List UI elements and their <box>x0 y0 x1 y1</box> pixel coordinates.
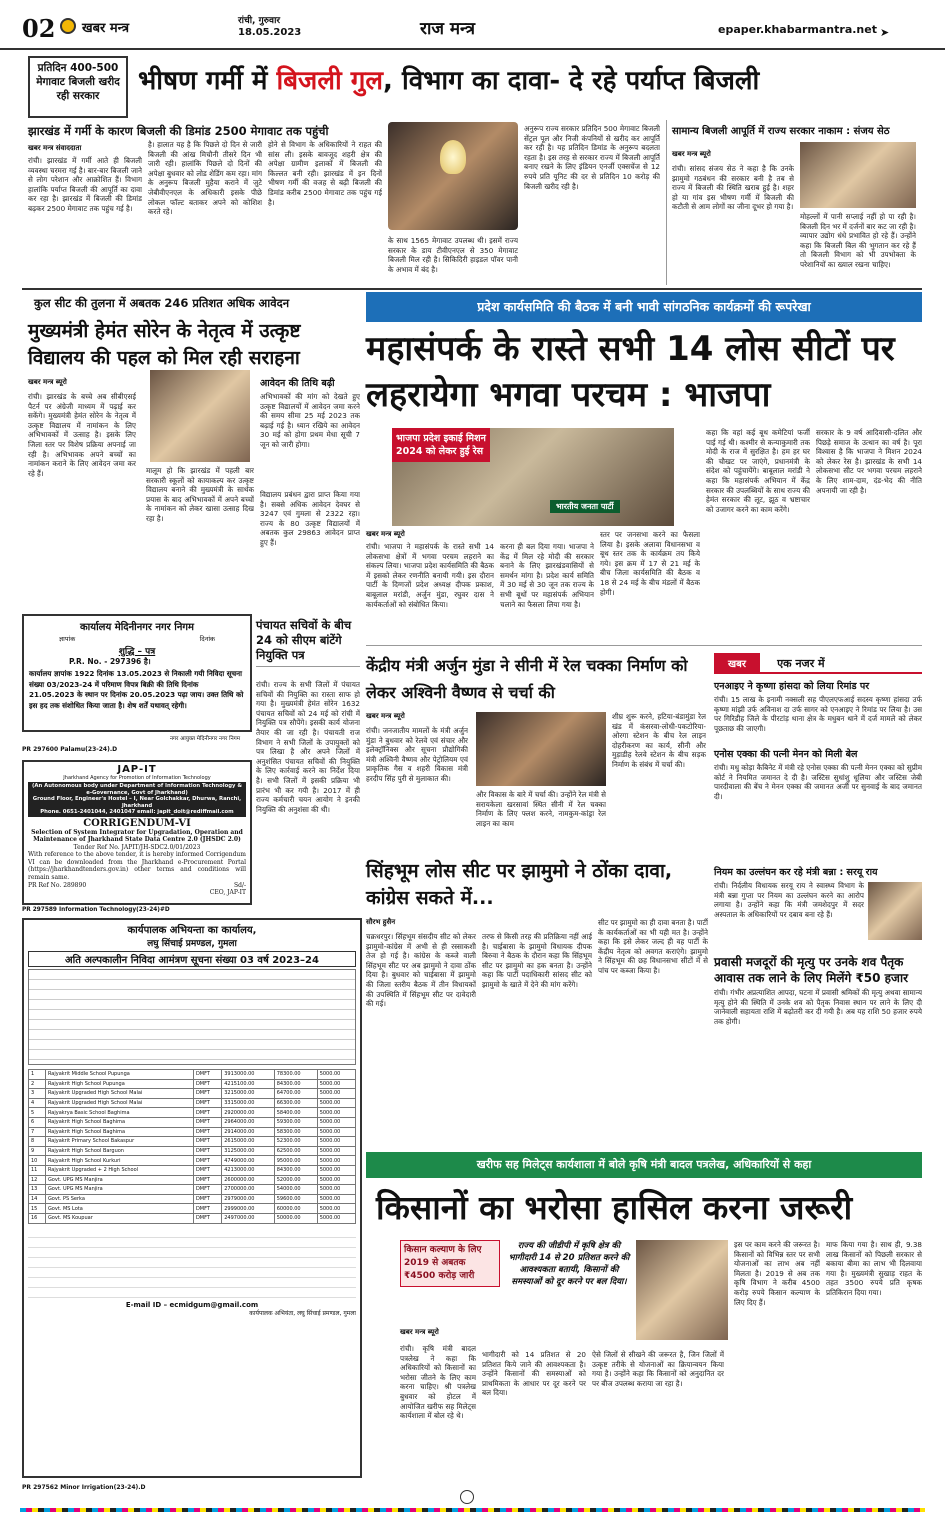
tender-sign: कार्यपालक अभियंता, लघु सिंचाई प्रमण्डल, गुमला <box>249 1309 356 1317</box>
table-cell: 4213000.00 <box>222 1165 274 1175</box>
table-cell: Govt. PS Serka <box>45 1194 193 1204</box>
tender-terms <box>28 1228 356 1298</box>
bjp-col5: सरकार के 9 वर्ष आदिवासी-दलित और पिछड़े समाज के उत्थान का वर्ष है। पूरा विश्वास है कि भाजपा ने मिशन 2024 को लेकर रेस है। झारखंड के सभी 14 लोकसभा सीट पर भगवा परचम लहराने के लिए शाम-दाम, दंड-भेद की नीति अपनायी जा रही है। <box>816 428 922 495</box>
table-cell: 3315000.00 <box>222 1098 274 1108</box>
table-cell: 66300.00 <box>274 1098 317 1108</box>
lead-headline-part1: भीषण गर्मी में <box>138 66 277 96</box>
ek-nazar-tag: खबर <box>714 653 760 673</box>
lead-headline-part2: , विभाग का दावा- दे रहे पर्याप्त बिजली <box>383 66 760 96</box>
japit-pr-footer: PR 297589 Information Technology(23-24)#D <box>22 907 170 913</box>
notice-medininagar <box>22 614 252 732</box>
table-cell: 84300.00 <box>274 1079 317 1089</box>
bjp-photo-tag: भाजपा प्रदेश इकाई मिशन 2024 को लेकर हुई रेस <box>392 428 490 462</box>
table-row <box>29 1185 356 1195</box>
cursor-icon: ➤ <box>880 26 890 39</box>
lead-byline: खबर मन्त्र संवाददाता <box>28 144 82 152</box>
krishi-photo <box>636 1240 728 1340</box>
krishi-quote: राज्य की जीडीपी में कृषि क्षेत्र की भागीदारी 14 से 20 प्रतिशत करने की आवश्यकता बतायी, किसानों की समस्याओं को दूर करने पर बल दिया। <box>508 1241 630 1287</box>
table-cell: 5000.00 <box>317 1108 355 1118</box>
table-row <box>29 1165 356 1175</box>
table-row <box>29 1175 356 1185</box>
seth-body: रांची। सांसद संजय सेठ ने कहा है कि उनके झामुमो गठबंधन की सरकार बनी है तब से राज्य में बिजली की स्थिति खराब हुई है। शहर हो या गांव इस भीषण गर्मी में बिजली की कटौती से आम लोगों का जीना दूभर हो गया है। <box>672 164 794 212</box>
bjp-col2: करना ही बल दिया गया। भाजपा ने केंद्र में मिल रहे मोदी की सरकार बनाने के लिए झारखंडवासियों से समर्थन मांगा है। प्रदेश कार्य समिति में 30 मई से 30 जून तक राज्य के सभी बूथों पर महासंपर्क अभियान चलाने का फैसला लिया गया है। <box>500 542 594 609</box>
cm-headline: मुख्यमंत्री हेमंत सोरेन के नेतृत्व में उत्कृष्ट विद्यालय की पहल को मिल रही सराहना <box>28 320 301 369</box>
table-row <box>29 1156 356 1166</box>
lead-col3: होने से विभाग के अधिकारियों ने राहत की सांस ली। इसके बावजूद शहरी क्षेत्र की अपेक्षा ग्रामीण इलाकों में बिजली की किल्लत बनी रही। झारखंड में इन दिनों भीषण गर्मी की वजह से बढ़ी बिजली की डिमांड करीब 2500 मेगावाट तक पहुंच गई है। <box>268 140 382 207</box>
tender-dept: लघु सिंचाई प्रमण्डल, गुमला <box>147 939 237 949</box>
krishi-headline: किसानों का भरोसा हासिल करना जरूरी <box>376 1188 853 1227</box>
table-cell: 4 <box>29 1098 46 1108</box>
nazar-item-body: रांची। 15 लाख के इनामी नक्सली सह पीएलएफआई सदस्य कृष्णा हांसदा उर्फ कृष्णा मांझी उर्फ अविनाश दा उर्फ सागर को एनआइए ने रिमांड पर लिया है। उस पर गिरिडीह जिले के पीरटांड़ थाना क्षेत्र के मधुबन थाने में दर्ज मामले को लेकर पूछताछ की जाएगी। <box>714 695 922 733</box>
table-cell: Rajyakrit High School Baghima <box>45 1117 193 1127</box>
table-cell: 95000.00 <box>274 1156 317 1166</box>
table-cell: Rajyakrit Upgraded High School Malai <box>45 1089 193 1099</box>
tender-notice <box>22 918 362 1478</box>
nazar-item-head: एनोस एक्का की पत्नी मेनन को मिली बेल <box>714 749 858 760</box>
table-cell: 7 <box>29 1127 46 1137</box>
table-cell: 10 <box>29 1156 46 1166</box>
table-cell: 11 <box>29 1165 46 1175</box>
table-cell: 59300.00 <box>274 1117 317 1127</box>
bjp-banner: प्रदेश कार्यसमिति की बैठक में बनी भावी सांगठनिक कार्यक्रमों की रूपरेखा <box>366 292 922 322</box>
table-cell: DMFT <box>193 1204 221 1214</box>
divider <box>22 288 922 290</box>
japit-address: Ground Floor, Engineer's Hostel – I, Near Golchakkar, Dhurwa, Ranchi, Jharkhand <box>32 796 242 809</box>
table-cell: 5000.00 <box>317 1194 355 1204</box>
lead-headline-red: बिजली गुल <box>276 66 384 96</box>
table-cell: 4749000.00 <box>222 1156 274 1166</box>
table-row <box>29 1117 356 1127</box>
nazar-item-4 <box>714 954 922 1094</box>
tender-email[interactable]: E-mail ID – ecmidgum@gmail.com <box>125 1300 259 1309</box>
krishi-box1: किसान कल्याण के लिए 2019 से अबतक ₹4500 करोड़ जारी <box>400 1240 500 1287</box>
japit-logo: JAP-IT <box>117 764 157 775</box>
table-row <box>29 1194 356 1204</box>
table-cell: Rajyakrit High School Pupunga <box>45 1079 193 1089</box>
table-row <box>29 1079 356 1089</box>
table-cell: 5000.00 <box>317 1079 355 1089</box>
table-cell: DMFT <box>193 1108 221 1118</box>
table-cell: Rajyakrit Primary School Bakaspur <box>45 1137 193 1147</box>
seth-headline: सामान्य बिजली आपूर्ति में राज्य सरकार नाकाम : संजय सेठ <box>672 126 890 137</box>
bjp-headline: महासंपर्क के रास्ते सभी 14 लोस सीटों पर लहरायेगा भगवा परचम : भाजपा <box>366 329 895 415</box>
japit-title: CORRIGENDUM-VI <box>83 817 191 829</box>
singhbhum-col1: चक्रधरपुर। सिंहभूम संसदीय सीट को लेकर झामुमो-कांग्रेस में अभी से ही रस्साकशी तेज हो गई है। कांग्रेस के कब्जे वाली सिंहभूम सीट पर अब झामुमो ने दावा ठोंक दिया है। बुधवार को चाईबासा में झामुमो की जिला स्तरीय बैठक में तीन विधायकों की उपस्थिति में सिंहभूम सीट पर दावेदारी की गई। <box>366 932 476 1009</box>
page-number: 02 <box>22 14 56 43</box>
japit-org-sub: (An Autonomous body under Department of Information Technology & e-Governance, Govt of Jharkhand) <box>32 783 242 796</box>
masthead <box>0 0 945 50</box>
divider <box>666 120 667 285</box>
table-cell: 78300.00 <box>274 1070 317 1080</box>
color-bar <box>20 1508 925 1512</box>
cm-byline: खबर मन्त्र ब्यूरो <box>28 378 67 386</box>
table-cell: 54000.00 <box>274 1185 317 1195</box>
singhbhum-byline: सौरभ हुसैन <box>366 918 396 926</box>
table-row <box>29 1146 356 1156</box>
krishi-byline: खबर मन्त्र ब्यूरो <box>400 1328 439 1336</box>
japit-sign-row <box>28 882 246 889</box>
cm-photo <box>150 370 250 462</box>
table-cell: 52000.00 <box>274 1175 317 1185</box>
krishi-col2: भागीदारी को 14 प्रतिशत से 20 प्रतिशत किये जाने की आवश्यकता है। उन्होंने किसानों की समस्याओं को प्राथमिकता के आधार पर दूर करने पर बल दिया। <box>482 1350 586 1398</box>
table-cell: 2999000.00 <box>222 1204 274 1214</box>
krishi-banner: खरीफ सह मिलेट्स कार्यशाला में बोले कृषि मंत्री बादल पत्रलेख, अधिकारियों से कहा <box>366 1152 922 1178</box>
notice-signature: नगर आयुक्त मेदिनीनगर नगर निगम <box>169 736 241 742</box>
table-cell: 2497000.00 <box>222 1213 274 1223</box>
table-cell: DMFT <box>193 1117 221 1127</box>
table-cell: 5000.00 <box>317 1070 355 1080</box>
bjp-col3: स्तर पर जनसभा करने का फैसला लिया है। इसके अलावा विधानसभा व बूथ स्तर तक के कार्यक्रम तय किये गये। इस क्रम में 17 से 21 मई के बीच जिला कार्यसमिति की बैठक व 18 से 24 मई के बीच मंडलों में बैठक होगी। <box>600 530 700 597</box>
tender-title: अति अल्पकालीन निविदा आमंत्रण सूचना संख्या 03 वर्ष 2023–24 <box>28 951 356 967</box>
table-cell: 2964000.00 <box>222 1117 274 1127</box>
cm-stats: विद्यालय प्रबंधन द्वारा प्राप्त किया गया है। सबसे अधिक आवेदन देवघर से 3247 एवं गुमला से 2322 रहा। राज्य के 80 उत्कृष्ट विद्यालयों में अबतक कुल 29863 आवेदन प्राप्त हुए हैं। <box>260 490 360 547</box>
nazar-item-head: नियम का उल्लंघन कर रहे मंत्री बन्ना : सरयू राय <box>714 867 878 878</box>
nazar-item-head: एनआइए ने कृष्णा हांसदा को लिया रिमांड पर <box>714 681 870 692</box>
panchayat-headline: पंचायत सचिवों के बीच 24 को सीएम बांटेंगे नियुक्ति पत्र <box>256 618 360 667</box>
notice-date-label: दिनांक <box>199 635 215 643</box>
nazar-item-body: रांची। गंभीर अप्रत्याशित आपदा, घटना में प्रवासी श्रमिकों की मृत्यु अथवा सामान्य मृत्यु होने की स्थिति में उनके शव को पैतृक निवास स्थान पर लाने के लिए दी जानेवाली सहायता राशि में बढ़ोतरी कर दी गयी है। अब यह राशि 50 हजार रुपये तक होगी। <box>714 988 922 1026</box>
lead-subhead: झारखंड में गर्मी के कारण बिजली की डिमांड 2500 मेगावाट तक पहुंची <box>28 124 329 138</box>
table-row <box>29 1127 356 1137</box>
table-cell: DMFT <box>193 1079 221 1089</box>
table-cell: 2920000.00 <box>222 1108 274 1118</box>
ek-nazar-title: एक नजर में <box>777 657 825 670</box>
table-cell: DMFT <box>193 1137 221 1147</box>
table-cell: 3125000.00 <box>222 1146 274 1156</box>
cm-kicker: कुल सीट की तुलना में अबतक 246 प्रतिशत अधिक आवेदन <box>34 296 290 310</box>
japit-pr-no: PR Ref No. 289890 <box>28 882 87 890</box>
table-cell: Rajyakrit High School Baghima <box>45 1127 193 1137</box>
table-cell: 3 <box>29 1089 46 1099</box>
bjp-byline: खबर मन्त्र ब्यूरो <box>366 530 405 538</box>
notice-japit <box>22 760 252 905</box>
table-cell: 5000.00 <box>317 1204 355 1214</box>
krishi-col1: रांची। कृषि मंत्री बादल पत्रलेख ने कहा कि अधिकारियों को किसानों का भरोसा जीतने के लिए काम करना चाहिए। श्री पत्रलेख बुधवार को होटल में आयोजित खरीफ सह मिलेट्स कार्यशाला में बोल रहे थे। <box>400 1344 476 1421</box>
table-cell: 84300.00 <box>274 1165 317 1175</box>
cm-photo-caption: मालूम हो कि झारखंड में पहली बार सरकारी स्कूलों को कायाकल्प कर उत्कृष्ट विद्यालय बनाने की मुख्यमंत्री के सार्थक प्रयास के बाद अभिभावकों में अपने बच्चों के नामांकन को लेकर खासा उत्साह दिख रहा है। <box>146 466 254 523</box>
singhbhum-col3: सीट पर झामुमो का ही दावा बनता है। पार्टी के कार्यकर्ताओं का भी यही मत है। उन्होंने कहा कि इसे लेकर जल्द ही वह पार्टी के केंद्रीय नेतृत्व को अवगत कराएंगे। झामुमो ने सिंहभूम की छह विधानसभा सीटों में से पांच पर कब्जा किया है। <box>598 918 708 975</box>
seth-photo <box>800 142 916 208</box>
notice-title: कार्यालय मेदिनीनगर नगर निगम <box>80 622 194 633</box>
japit-dark-block <box>28 782 246 817</box>
ek-nazar-header <box>714 652 922 674</box>
lead-col2: है। हालात यह है कि पिछले दो दिन से जारी बिजली की आंख मिचौनी तीसरे दिन भी जारी रही। हालांकि पिछले दो दिनों की अपेक्षा बुधवार को लोड शेडिंग कम रहा। मांग के अनुरूप बिजली मुहैया कराने में जुटे जेबीवीएनएल के अधिकारी इसके पीछे लोकल फॉल्ट बताकर अपने को कोशिश करते रहे। <box>148 140 262 217</box>
table-row <box>29 1098 356 1108</box>
table-row <box>29 1108 356 1118</box>
divider <box>366 645 922 646</box>
register-mark-icon <box>460 1490 474 1504</box>
table-cell: DMFT <box>193 1194 221 1204</box>
seth-body2: मोहल्लों में पानी सप्लाई नहीं हो पा रही है। बिजली दिन भर में दर्जनों बार कट जा रही है। व्यापार उद्योग धंधे प्रभावित हो रहे हैं। उन्होंने कहा कि बिजली बिल की भुगतान कर रहे हैं तो बिजली विभाग को भी उपभोक्ता के परेशानियों का ख्याल रखना चाहिए। <box>800 212 916 269</box>
munda-photo <box>476 712 606 786</box>
table-cell: 2600000.00 <box>222 1175 274 1185</box>
singhbhum-col2: तरफ से किसी तरह की प्रतिक्रिया नहीं आई है। चाईबासा के झामुमो विधायक दीपक बिरुवा ने बैठक के दौरान कहा कि सिंहभूम सीट पर झामुमो का हक बनता है। उन्होंने कहा कि पार्टी पदाधिकारी सांसद सीट को झामुमो के खाते में देने की मांग करेंगे। <box>482 932 592 989</box>
table-row <box>29 1089 356 1099</box>
cm-body: रांची। झारखंड के बच्चे अब सीबीएसई पैटर्न पर अंग्रेजी माध्यम में पढ़ाई कर सकेंगे। मुख्यमंत्री हेमंत सोरेन के नेतृत्व में उत्कृष्ट विद्यालय में नामांकन के लिए अभिभावकों में उत्साह है। इसके लिए जिला स्तर पर विशेष प्रक्रिया अपनाई जा रही है। अभिभावक अपने बच्चों का नामांकन कराने के लिए आवेदन जमा कर रहे हैं। <box>28 392 136 478</box>
table-cell: Rajyakrit Middle School Pupunga <box>45 1070 193 1080</box>
lead-col1: रांची। झारखंड में गर्मी आते ही बिजली व्यवस्था चरमरा गई है। बार-बार बिजली जाने से लोग परेशान और आक्रोशित हैं। विभाग हालांकि पर्याप्त बिजली की आपूर्ति का दावा कर रहा है। झारखंड में बिजली की डिमांड बढ़कर 2500 मेगावाट तक पहुंच गई है। <box>28 156 142 213</box>
table-cell: 52300.00 <box>274 1137 317 1147</box>
table-cell: DMFT <box>193 1156 221 1166</box>
singhbhum-headline: सिंहभूम लोस सीट पर झामुमो ने ठोंका दावा, कांग्रेस सकते में... <box>366 860 673 909</box>
munda-col2: और विकास के बारे में चर्चा की। उन्होंने रेल मंत्री से सरायकेला खरसावां स्थित सीनी में रेल चक्का निर्माण के लिए फ्लश करने, नामकुम-कांड्रा रेल लाइन का काम <box>476 790 606 828</box>
munda-byline: खबर मन्त्र ब्यूरो <box>366 712 405 720</box>
table-cell: 58400.00 <box>274 1108 317 1118</box>
lead-side-box: प्रतिदिन 400-500 मेगावाट बिजली खरीद रही सरकार <box>28 56 128 118</box>
nazar-item-1 <box>714 680 922 743</box>
table-cell: 5000.00 <box>317 1213 355 1223</box>
table-cell: 5000.00 <box>317 1089 355 1099</box>
tender-office: कार्यपालक अभियन्ता का कार्यालय, <box>127 925 257 936</box>
notice-ref-row <box>59 634 215 643</box>
table-cell: Govt. UPG MS Manjira <box>45 1185 193 1195</box>
krishi-col4: इस पर काम करने की जरूरत है। किसानों को विभिन्न स्तर पर सभी योजनाओं का लाभ अब नहीं मिलता है। 2019 से अब तक कृषि विभाग ने करीब 4500 करोड़ रुपये किसान कल्याण के लिए दिए हैं। <box>734 1240 820 1307</box>
section-name: खबर मन्त्र <box>82 21 130 36</box>
table-row <box>29 1204 356 1214</box>
table-cell: DMFT <box>193 1185 221 1195</box>
table-cell: 5000.00 <box>317 1117 355 1127</box>
table-cell: 13 <box>29 1185 46 1195</box>
notice-pr-no: P.R. No. - 297396 है। <box>69 657 151 666</box>
table-cell: 2700000.00 <box>222 1185 274 1195</box>
japit-sign-by: CEO, JAP-IT <box>209 889 246 897</box>
table-cell: DMFT <box>193 1213 221 1223</box>
table-cell: 58300.00 <box>274 1127 317 1137</box>
bulb-photo <box>388 122 518 230</box>
bulb-icon <box>440 140 466 174</box>
table-cell: 3913000.00 <box>222 1070 274 1080</box>
seth-byline: खबर मन्त्र ब्यूरो <box>672 150 711 158</box>
table-cell: 5000.00 <box>317 1127 355 1137</box>
krishi-col5: माफ किया गया है। साथ ही, 9.38 लाख किसानों को पिछली सरकार से बकाया बीमा का लाभ भी दिलवाया गया है। मुख्यमंत्री सुखाड़ राहत के तहत 3500 रुपये प्रति कृषक प्रतिकिरान दिया गया। <box>826 1240 922 1297</box>
table-cell: 15 <box>29 1204 46 1214</box>
japit-ref: Tender Ref No. JAPIT/JH-SDC2.0/01/2023 <box>73 843 201 851</box>
nazar-item-2 <box>714 748 922 859</box>
bjp-col4: कहा कि वहां कई बूथ कमेटियां फर्जी पाई गई थी। कश्मीर से कन्याकुमारी तक मोदी के राज में सुरक्षित है। हम हर घर की चौखट पर जाएंगे, प्रधानमंत्री के संदेश को पहुंचायेंगे। बाबूलाल मरांडी ने कहा कि महासंपर्क अभियान में केंद्र सरकार की उपलब्धियों के साथ राज्य की हेमंत सरकार की लूट, झूठ व भ्रष्टाचार को उजागर करने का काम करेंगे। <box>706 428 810 514</box>
table-cell: 5 <box>29 1108 46 1118</box>
table-cell: 62500.00 <box>274 1146 317 1156</box>
table-cell: DMFT <box>193 1089 221 1099</box>
table-cell: Govt. UPG MS Manjira <box>45 1175 193 1185</box>
table-row <box>29 1070 356 1080</box>
lead-col5: अनुरूप राज्य सरकार प्रतिदिन 500 मेगावाट बिजली सेंट्रल पूल और निजी कंपनियों से खरीद कर आपूर्ति कर रही है। यह प्रतिदिन डिमांड के अनुरूप बदलता रहता है। इस तरह से सरकार राज्य में बिजली आपूर्ति बनाए रखने के लिए इंडियन एनर्जी एक्सचेंज से 12 रुपये प्रति यूनिट की दर से प्रतिदिन 10 करोड़ की बिजली खरीद रही है। <box>524 124 660 191</box>
tender-table <box>28 1069 356 1224</box>
notice-pr-footer: PR 297600 Palamu(23-24).D <box>22 746 118 753</box>
table-cell: DMFT <box>193 1098 221 1108</box>
table-cell: Rajyakrya Basic School Baghima <box>45 1108 193 1118</box>
table-cell: 14 <box>29 1194 46 1204</box>
nazar-item-head: प्रवासी मजदूरों की मृत्यु पर उनके शव पैतृक आवास तक लाने के लिए मिलेंगे ₹50 हजार <box>714 955 908 985</box>
table-cell: 16 <box>29 1213 46 1223</box>
table-cell: 2979000.00 <box>222 1194 274 1204</box>
table-cell: 1 <box>29 1070 46 1080</box>
cm-side-title: आवेदन की तिथि बढ़ी <box>260 378 335 389</box>
table-cell: DMFT <box>193 1165 221 1175</box>
japit-sign: Sd/- <box>234 882 246 890</box>
tender-schedule <box>28 969 356 1065</box>
table-cell: 6 <box>29 1117 46 1127</box>
japit-body: With reference to the above tender, it is hereby informed Corrigendum VI can be downloaded from the Jharkhand e-Procurement Portal (https://jharkhandtenders.gov.in) other terms and conditions will remain same. <box>28 850 246 881</box>
table-cell: 5000.00 <box>317 1137 355 1147</box>
tender-table-body <box>29 1070 356 1224</box>
saryu-photo <box>868 882 922 940</box>
table-cell: 5000.00 <box>317 1185 355 1195</box>
table-cell: 50000.00 <box>274 1213 317 1223</box>
japit-phone: Phone. 0651-2401044, 2401047 email: japit_doit@rediffmail.com <box>40 809 234 816</box>
table-cell: DMFT <box>193 1146 221 1156</box>
table-cell: 5000.00 <box>317 1156 355 1166</box>
table-row <box>29 1137 356 1147</box>
munda-headline: केंद्रीय मंत्री अर्जुन मुंडा ने सीनी में रेल चक्का निर्माण को लेकर अश्विनी वैष्णव से चर्चा की <box>366 656 688 702</box>
table-cell: Rajyakrit Upgraded High School Malai <box>45 1098 193 1108</box>
nazar-item-body: रांची। मधु कोड़ा कैबिनेट में मंत्री रहे एनोस एक्का की पत्नी मेनन एक्का को सुप्रीम कोर्ट ने नियमित जमानत दे दी है। जस्टिस सुधांशु धूलिया और जस्टिस जेबी पारदीवाला की बेंच ने मेनन एक्का की जमानत अर्जी पर सुनवाई के बाद जमानत दी। <box>714 763 922 801</box>
table-cell: Govt. MS Lota <box>45 1204 193 1214</box>
page-center-title: राज मन्त्र <box>420 19 475 39</box>
table-cell: 8 <box>29 1137 46 1147</box>
japit-org: Jharkhand Agency for Promotion of Information Technology <box>63 775 211 781</box>
notice-ref-label: ज्ञापांक <box>59 635 76 643</box>
munda-col1: रांची। जनजातीय मामलों के मंत्री अर्जुन मुंडा ने बुधवार को रेलवे एवं संचार और इलेक्ट्रॉनिक्स और सूचना प्रौद्योगिकी मंत्री अश्विनी वैष्णव और पेट्रोलियम एवं प्राकृतिक गैस व शहरी विकास मंत्री हरदीप सिंह पुरी से मुलाकात की। <box>366 726 468 783</box>
website-url[interactable]: epaper.khabarmantra.net <box>718 23 877 36</box>
lead-col4: के साथ 1565 मेगावाट उपलब्ध थी। इसमें राज्य सरकार के डाय टीवीएनएल से 350 मेगावाट बिजली मिल रही है। सिकिदिरी हाइडल पॉवर पानी के अभाव में बंद है। <box>388 236 518 274</box>
table-cell: 2615000.00 <box>222 1137 274 1147</box>
bjp-building-sign: भारतीय जनता पार्टी <box>550 500 620 513</box>
table-cell: 3215000.00 <box>222 1089 274 1099</box>
issue-date: 18.05.2023 <box>238 27 302 38</box>
notice-subtitle: शुद्धि – पत्र <box>118 647 156 657</box>
table-cell: 5000.00 <box>317 1175 355 1185</box>
notice-body: कार्यालय ज्ञापांक 1922 दिनांक 13.05.2023 से निकाली गयी निविदा सूचना संख्या 03/2023-24 में परिमाण विपत्र बिक्री की तिथि दिनांक 21.05.2023 के स्थान पर दिनांक 20.05.2023 पढ़ा जाय। उक्त तिथि को इस हद तक संशोधित किया जाता है। शेष शर्तें यथावत् रहेगी। <box>29 669 244 710</box>
table-cell: 60000.00 <box>274 1204 317 1214</box>
krishi-col3: ऐसे जिलों से सीखने की जरूरत है, जिन जिलों में उत्कृष्ट तरीके से योजनाओं का क्रियान्वयन किया गया है। उन्होंने कहा कि किसानों को अनुदानित दर पर बीज उपलब्ध कराया जा रहा है। <box>592 1350 724 1388</box>
tender-pr-footer: PR 297562 Minor Irrigation(23-24).D <box>22 1484 146 1491</box>
table-cell: 5000.00 <box>317 1146 355 1156</box>
table-cell: Rajyakrit High School Kurkuri <box>45 1156 193 1166</box>
table-cell: 9 <box>29 1146 46 1156</box>
japit-subtitle: Selection of System Integrator for Upgradation, Operation and Maintenance of Jharkhand State Data Centre 2.0 (JHSDC 2.0) <box>31 828 243 844</box>
table-cell: 59600.00 <box>274 1194 317 1204</box>
city-day: रांची, गुरुवार <box>238 16 281 26</box>
table-cell: 64700.00 <box>274 1089 317 1099</box>
table-cell: Govt. MS Koupuar <box>45 1213 193 1223</box>
table-cell: 2914000.00 <box>222 1127 274 1137</box>
table-cell: Rajyakrit Upgraded + 2 High School <box>45 1165 193 1175</box>
table-cell: DMFT <box>193 1175 221 1185</box>
table-cell: 2 <box>29 1079 46 1089</box>
table-cell: 12 <box>29 1175 46 1185</box>
table-cell: 5000.00 <box>317 1098 355 1108</box>
bjp-col1: रांची। भाजपा ने महासंपर्क के रास्ते सभी 14 लोकसभा क्षेत्रों में भगवा परचम लहराने का संकल्प लिया। भाजपा प्रदेश कार्यसमिति की बैठक में इसको लेकर रणनीति बनायी गयी। इस दौरान पार्टी के दिग्गजों प्रदेश अध्यक्ष दीपक प्रकाश, बाबूलाल मरांडी, अर्जुन मुंडा, रघुवर दास ने कार्यकर्ताओं को संबोधित किया। <box>366 542 494 609</box>
table-cell: Rajyakrit High School Barguon <box>45 1146 193 1156</box>
cm-side-body: अभिभावकों की मांग को देखते हुए उत्कृष्ट विद्यालयों में आवेदन जमा करने की समय सीमा 25 मई 2023 तक बढ़ाई गई है। ध्यान रखिये का आवेदन 30 मई को होगा प्रथम मेधा सूची 7 जून को जारी होगा। <box>260 392 360 449</box>
panchayat-body: रांची। राज्य के सभी जिलों में पंचायत सचिवों की नियुक्ति का रास्ता साफ हो गया है। मुख्यमंत्री हेमंत सोरेन 1632 पंचायत सचिवों को 24 मई को रांची में नियुक्ति पत्र सौपेंगे। इसकी कार्य योजना तैयार की जा रही है। पंचायती राज विभाग ने सभी जिलों के उपायुक्तों को पत्र लिखा है और अपने जिलों में अनुशंसित पंचायत सचिवों की नियुक्ति के लिए कार्रवाई करने का निर्देश दिया है। सभी जिलों में इसकी प्रक्रिया भी प्रारंभ भी कर गयी है। 2017 में ही राज्य कर्मचारी चयन आयोग ने इनकी नियुक्ति की अनुशंसा की थी। <box>256 680 360 814</box>
section-logo-icon <box>60 18 76 34</box>
table-row <box>29 1213 356 1223</box>
table-cell: 4215100.00 <box>222 1079 274 1089</box>
nazar-item-body: रांची। निर्दलीय विधायक सरयू राय ने स्वास्थ्य विभाग के मंत्री बन्ना गुप्ता पर नियम का उल्लंघन करने का आरोप लगाया है। उन्होंने कहा कि मंत्री जमशेदपुर में सदर अस्पताल के अधिकारियों पर दबाव बना रहे हैं। <box>714 881 864 919</box>
table-cell: DMFT <box>193 1127 221 1137</box>
table-cell: DMFT <box>193 1070 221 1080</box>
table-cell: 5000.00 <box>317 1165 355 1175</box>
lead-headline <box>138 61 759 97</box>
munda-col3: शीघ्र शुरू करने, हटिया-बंडामुंडा रेल खंड में कंसरवा-लोधी-पकटोरिया-ओरगा स्टेशन के बीच रेल लाइन दोहरीकरण का कार्य, सीनी और मुड़ाडीह रेलवे स्टेशन के बीच सड़क निर्माण के संबंध में चर्चा की। <box>612 712 706 769</box>
